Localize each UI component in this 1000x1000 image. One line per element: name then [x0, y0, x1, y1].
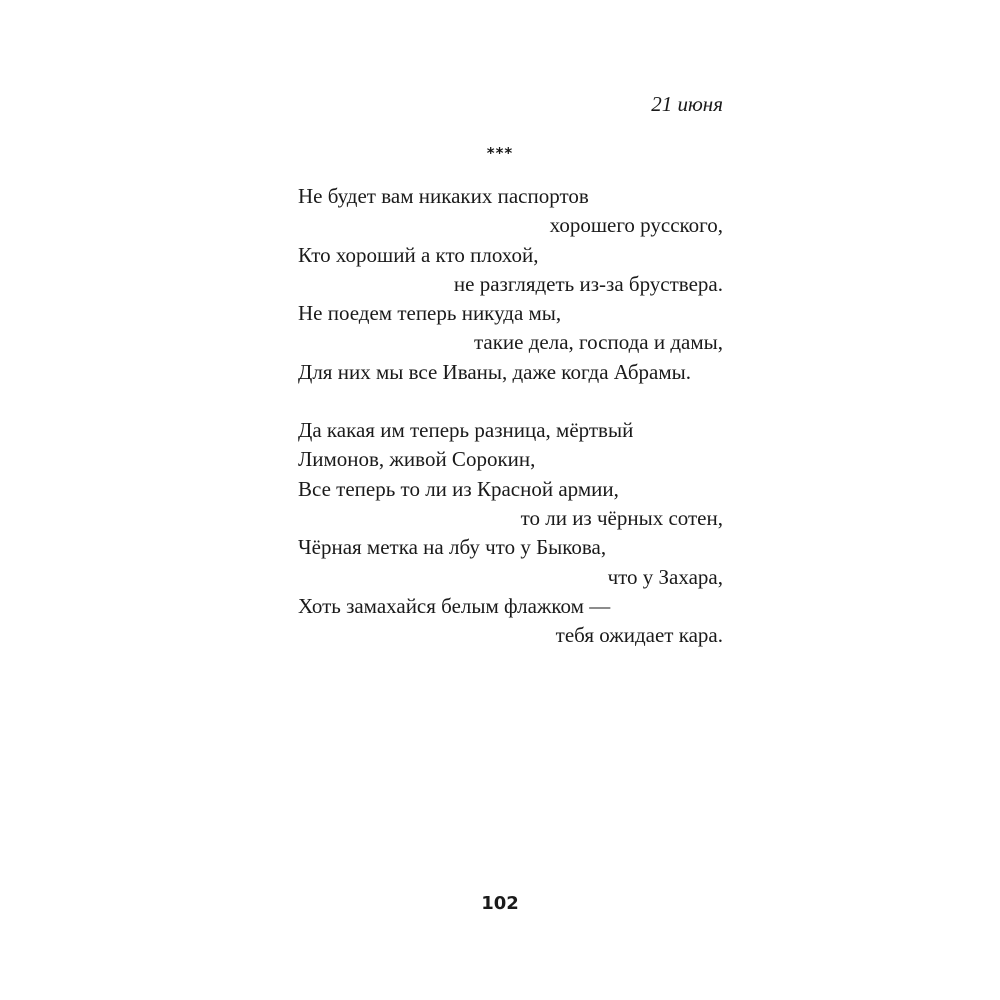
- page-number: 102: [481, 893, 519, 914]
- poem-line: не разглядеть из-за бруствера.: [453, 271, 723, 296]
- poem-line: Не будет вам никаких паспортов: [298, 184, 589, 208]
- poem-line: тебя ожидает кара.: [555, 623, 723, 648]
- poem-line: Хоть замахайся белым флажком —: [298, 593, 611, 618]
- poem-line: Не поедем теперь никуда мы,: [298, 301, 562, 326]
- poem-line: то ли из чёрных сотен,: [520, 505, 723, 530]
- stanza-1: [298, 182, 723, 387]
- poem-line: Чёрная метка на лбу что у Быкова,: [298, 535, 607, 560]
- date-heading: 21 июня: [651, 92, 723, 116]
- poem-line: Для них мы все Иваны, даже когда Абрамы.: [298, 359, 692, 384]
- poem-line: Да какая им теперь разница, мёртвый: [298, 418, 634, 443]
- poem-line: Кто хороший а кто плохой,: [298, 242, 539, 267]
- poem: [298, 182, 723, 650]
- poem-line: Все теперь то ли из Красной армии,: [298, 476, 619, 501]
- poem-line: что у Захара,: [607, 564, 723, 589]
- poem-line: хорошего русского,: [549, 213, 723, 238]
- stanza-2: [298, 416, 723, 650]
- section-separator: ***: [486, 144, 514, 162]
- poem-line: такие дела, господа и дамы,: [473, 330, 723, 355]
- poem-line: Лимонов, живой Сорокин,: [298, 447, 536, 472]
